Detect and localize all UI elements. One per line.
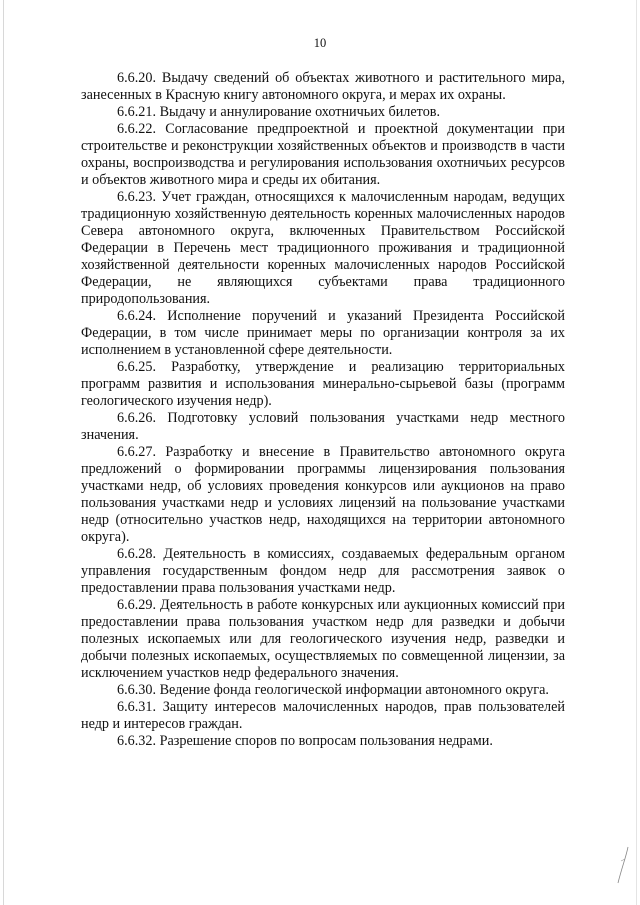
paragraph-6-6-30: 6.6.30. Ведение фонда геологической информации автономного округа. xyxy=(117,682,549,698)
scan-edge-right xyxy=(636,0,637,905)
paragraph-6-6-32: 6.6.32. Разрешение споров по вопросам пользования недрами. xyxy=(117,733,493,749)
paragraph-6-6-26: 6.6.26. Подготовку условий пользования участками недр местного значения. xyxy=(81,410,565,443)
paragraph-6-6-20: 6.6.20. Выдачу сведений об объектах животного и растительного мира, занесенных в Красную книгу автономного округа, и мерах их охраны. xyxy=(81,70,565,103)
paragraph-6-6-21: 6.6.21. Выдачу и аннулирование охотничьих билетов. xyxy=(117,104,441,120)
paragraph-6-6-24: 6.6.24. Исполнение поручений и указаний Президента Российской Федерации, в том числе принимает меры по организации контроля за их исполнением в установленной сфере деятельности. xyxy=(81,308,565,358)
paragraph-6-6-31: 6.6.31. Защиту интересов малочисленных народов, прав пользователей недр и интересов граждан. xyxy=(81,699,565,732)
paragraph-6-6-23: 6.6.23. Учет граждан, относящихся к малочисленным народам, ведущих традиционную хозяйственную деятельность коренных малочисленных народов Севера автономного округа, включенных Правительством Российской Федерации в Перечень мест традиционного проживания и традиционной хозяйственной деятельности коренных малочисленных народов Российской Федерации, не являющихся субъектами права традиционного природопользования. xyxy=(81,189,565,307)
paragraph-6-6-29: 6.6.29. Деятельность в работе конкурсных или аукционных комиссий при предоставлении права пользования участком недр для разведки и добычи полезных ископаемых или для геологического изучения недр, разведки и добычи полезных ископаемых, осуществляемых по совмещенной лицензии, за исключением участков недр федерального значения. xyxy=(81,597,565,681)
paragraph-6-6-28: 6.6.28. Деятельность в комиссиях, создаваемых федеральным органом управления государственным фондом недр для рассмотрения заявок о предоставлении права пользования участками недр. xyxy=(81,546,565,596)
paragraph-6-6-22: 6.6.22. Согласование предпроектной и проектной документации при строительстве и реконструкции хозяйственных объектов и производств в части охраны, воспроизводства и регулирования использования охотничьих ресурсов и объектов животного мира и среды их обитания. xyxy=(81,121,565,188)
paragraph-6-6-27: 6.6.27. Разработку и внесение в Правительство автономного округа предложений о формировании программы лицензирования пользования участками недр, об условиях проведения конкурсов или аукционов на право пользования участками недр и условиях лицензий на пользование участками недр (относительно участков недр, находящихся на территории автономного округа). xyxy=(81,444,565,545)
scan-edge-left xyxy=(3,0,4,905)
page-number: 10 xyxy=(313,36,327,50)
paragraph-6-6-25: 6.6.25. Разработку, утверждение и реализацию территориальных программ развития и использования минерально-сырьевой базы (программ геологического изучения недр). xyxy=(81,359,565,409)
pen-mark xyxy=(616,845,630,885)
document-body xyxy=(81,70,565,750)
